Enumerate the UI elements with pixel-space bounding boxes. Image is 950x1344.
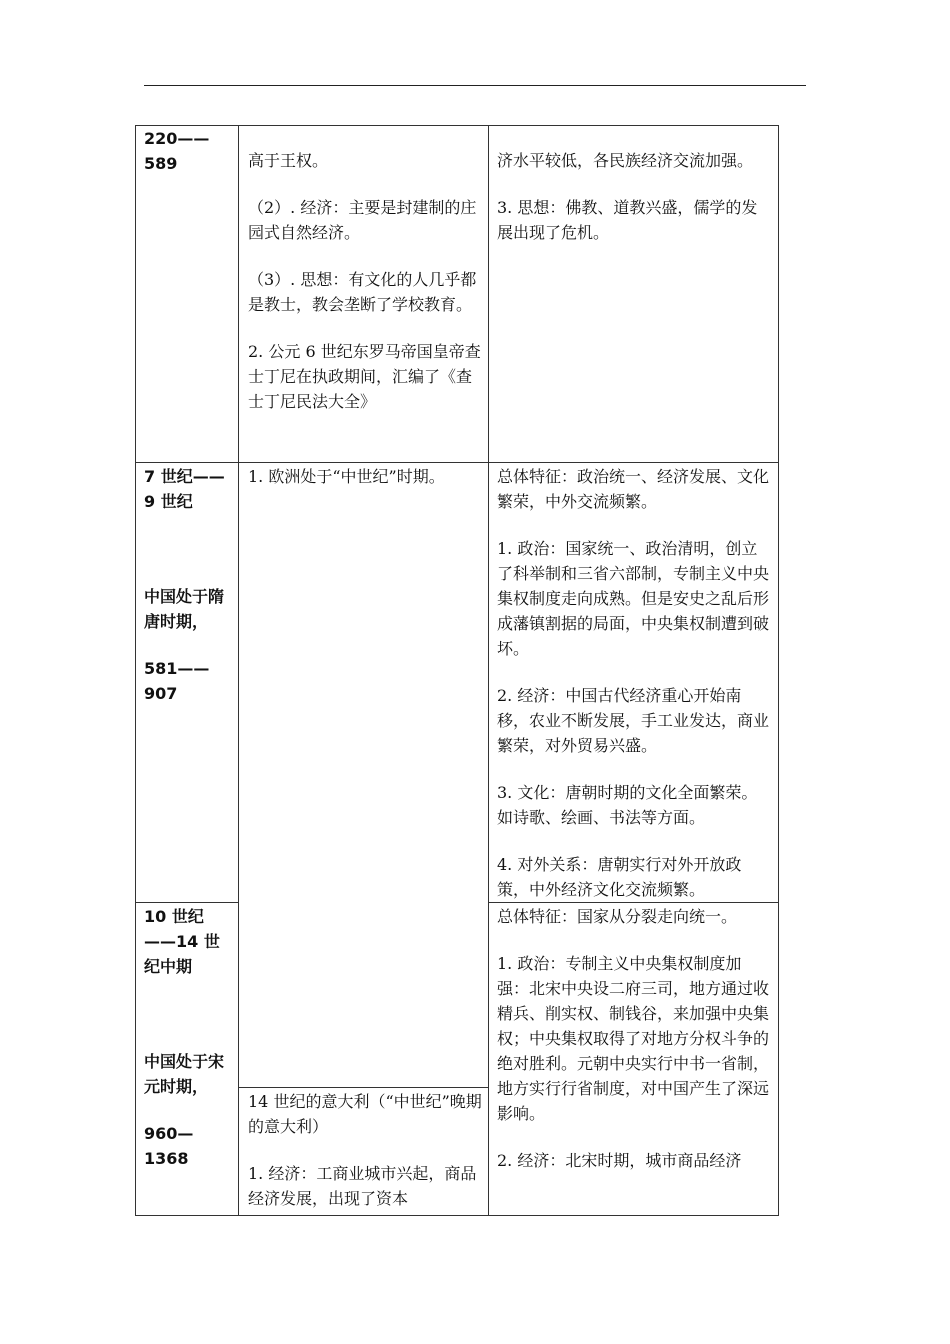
row1-china-text-2: 3. 思想：佛教、道教兴盛，儒学的发展出现了危机。	[497, 198, 758, 242]
row1-europe-text-4: 2. 公元 6 世纪东罗马帝国皇帝查士丁尼在执政期间，汇编了《查士丁尼民法大全》	[248, 342, 481, 411]
row1-europe-text-2: （2）. 经济：主要是封建制的庄园式自然经济。	[248, 198, 477, 242]
row3-europe-cell	[248, 1089, 482, 1211]
row2-period: 7 世纪——9 世纪	[144, 467, 225, 511]
row1-period-cell	[144, 126, 232, 176]
row1-europe-text-1: 高于王权。	[248, 151, 329, 170]
row2-china-foreign: 4. 对外关系：唐朝实行对外开放政策，中外经济文化交流频繁。	[497, 855, 742, 899]
row3-china-economy: 2. 经济：北宋时期，城市商品经济	[497, 1151, 742, 1170]
row2-china-economy: 2. 经济：中国古代经济重心开始南移，农业不断发展，手工业发达，商业繁荣，对外贸易兴盛。	[497, 686, 770, 755]
row3-europe-economy: 1. 经济：工商业城市兴起，商品经济发展，出现了资本	[248, 1164, 477, 1208]
row2-china-summary: 总体特征：政治统一、经济发展、文化繁荣，中外交流频繁。	[497, 467, 770, 511]
row2-europe-text-1: 1. 欧洲处于“中世纪”时期。	[248, 467, 445, 486]
row3-china-politics: 1. 政治：专制主义中央集权制度加强：北宋中央设二府三司，地方通过收精兵、削实权、制钱谷，来加强中央集权；中央集权取得了对地方分权斗争的绝对胜利。元朝中央实行中书一省制，地方实行行省制度，对中国产生了深远影响。	[497, 954, 770, 1123]
row2-europe-cell	[248, 464, 482, 489]
row2-china-culture: 3. 文化：唐朝时期的文化全面繁荣。如诗歌、绘画、书法等方面。	[497, 783, 758, 827]
row-divider-2-col3	[488, 902, 779, 903]
row3-china-cell	[497, 904, 773, 1173]
row3-period: 10 世纪——14 世纪中期	[144, 907, 220, 976]
row3-period-cell	[144, 904, 232, 1171]
row3-china-summary: 总体特征：国家从分裂走向统一。	[497, 907, 738, 926]
row1-period: 220——589	[144, 129, 210, 173]
table-border-left	[135, 125, 136, 1216]
row1-china-text-1: 济水平较低，各民族经济交流加强。	[497, 151, 754, 170]
row2-years: 581——907	[144, 659, 210, 703]
row2-china-cell	[497, 464, 773, 902]
row1-europe-text-3: （3）. 思想：有文化的人几乎都是教士，教会垄断了学校教育。	[248, 270, 477, 314]
row-divider-2-col2	[238, 1087, 489, 1088]
row1-europe-cell	[248, 148, 482, 414]
row3-dynasty: 中国处于宋元时期，	[144, 1052, 225, 1096]
row1-china-cell	[497, 148, 773, 245]
column-divider-2	[488, 125, 489, 1216]
row2-china-politics: 1. 政治：国家统一、政治清明，创立了科举制和三省六部制，专制主义中央集权制度走向成熟。但是安史之乱后形成藩镇割据的局面，中央集权制遭到破坏。	[497, 539, 770, 658]
table-border-right	[778, 125, 779, 1216]
row2-dynasty: 中国处于隋唐时期，	[144, 587, 225, 631]
row2-period-cell	[144, 464, 232, 706]
table-border-bottom	[135, 1215, 779, 1216]
row-divider-1	[135, 462, 779, 463]
row-divider-2-col1	[135, 902, 239, 903]
row3-years: 960—1368	[144, 1124, 194, 1168]
row3-europe-heading: 14 世纪的意大利（“中世纪”晚期的意大利）	[248, 1092, 482, 1136]
column-divider-1	[238, 125, 239, 1216]
